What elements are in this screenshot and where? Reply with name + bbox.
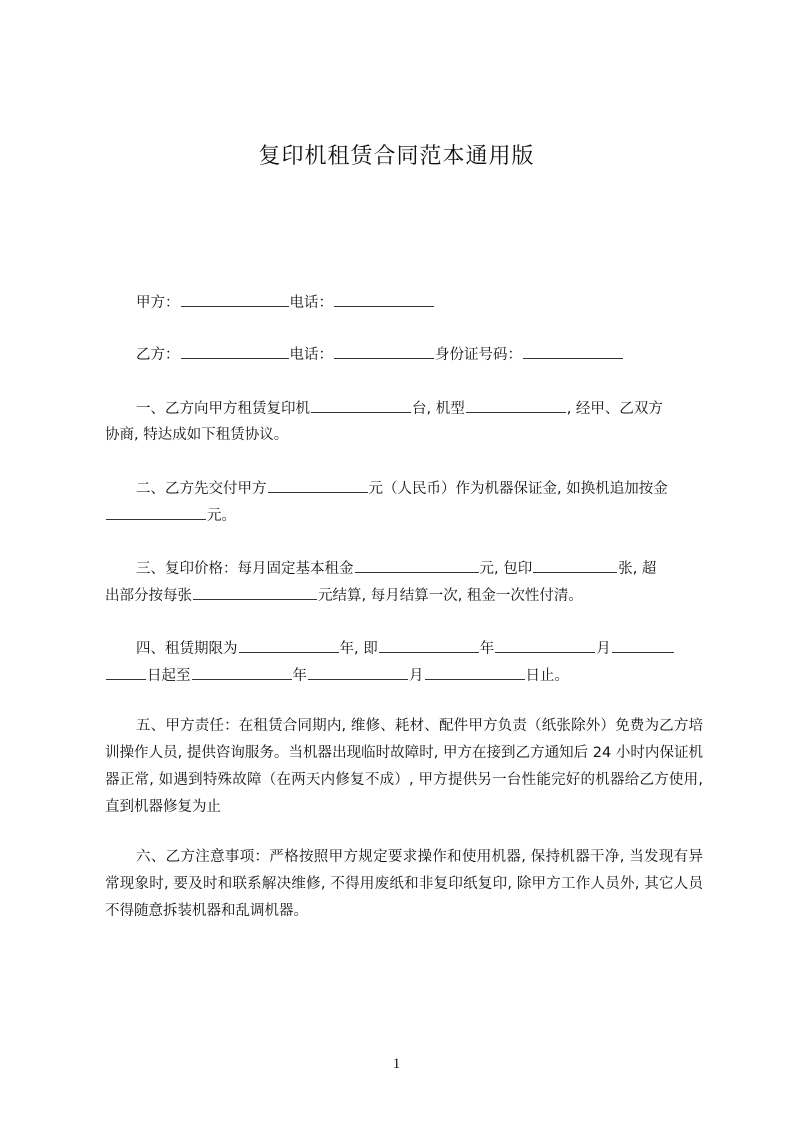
clause-4-text-c: 年 [479, 641, 495, 657]
clause-1-text-b: 台, 机型 [412, 401, 465, 417]
clause-3-text-b: 元, 包印 [479, 561, 533, 577]
clause-2-text-c: 元。 [207, 508, 236, 524]
party-a-name-blank[interactable] [181, 292, 289, 307]
clause-4-start-month-blank[interactable] [495, 638, 595, 653]
clause-4-line-2 [105, 665, 705, 686]
clause-4-text-b: 年, 即 [339, 641, 378, 657]
clause-4-text-g: 月 [409, 668, 424, 684]
page-number: 1 [392, 1056, 401, 1072]
clause-4-text-h: 日止。 [525, 668, 569, 684]
document-title: 复印机租赁合同范本通用版 [258, 144, 535, 169]
party-a-phone-blank[interactable] [334, 292, 434, 307]
clause-3-rent-blank[interactable] [355, 558, 479, 573]
clause-4-years-blank[interactable] [239, 638, 339, 653]
clause-1-text-a: 一、乙方向甲方租赁复印机 [136, 401, 310, 417]
party-b-id-label: 身份证号码： [435, 347, 522, 363]
clause-4-text-d: 月 [596, 641, 611, 657]
clause-2-text-b: 元（人民币）作为机器保证金, 如换机追加按金 [368, 481, 668, 497]
clause-2-line-2 [105, 505, 705, 526]
clause-1-line-1 [136, 398, 736, 419]
clause-4-text-a: 四、租赁期限为 [136, 641, 238, 657]
clause-3-line-2 [105, 585, 705, 606]
party-b-phone-label: 电话： [289, 347, 333, 363]
party-b-label: 乙方： [136, 347, 180, 363]
clause-3-text-e: 元结算, 每月结算一次, 租金一次性付清。 [318, 588, 583, 604]
clause-4-start-day-blank-b[interactable] [106, 665, 146, 680]
clause-4-end-day-blank[interactable] [425, 665, 525, 680]
clause-4-end-year-blank[interactable] [192, 665, 292, 680]
clause-3-text-a: 三、复印价格：每月固定基本租金 [136, 561, 354, 577]
clause-3-copies-blank[interactable] [533, 558, 617, 573]
clause-3-text-d: 出部分按每张 [105, 588, 192, 604]
clause-2-text-a: 二、乙方先交付甲方 [136, 481, 267, 497]
clause-6: 六、乙方注意事项：严格按照甲方规定要求操作和使用机器, 保持机器干净, 当发现有异常现象时, 要及时和联系解决维修, 不得用废纸和非复印纸复印, 除甲方工作人员外, 其它人员不得随意拆装机器和乱调机器。 [105, 849, 703, 919]
clause-2-additional-deposit-blank[interactable] [106, 505, 206, 520]
clause-3-line-1 [136, 558, 736, 579]
clause-1-model-blank[interactable] [466, 398, 566, 413]
clause-1-text-c: , 经甲、乙双方 [566, 401, 663, 417]
clause-4-start-day-blank-a[interactable] [612, 638, 674, 653]
party-b-line [136, 344, 736, 365]
clause-4-line-1 [136, 638, 736, 659]
clause-4-text-f: 年 [292, 668, 307, 684]
party-a-line [136, 292, 736, 313]
clause-5: 五、甲方责任：在租赁合同期内, 维修、耗材、配件甲方负责（纸张除外）免费为乙方培训操作人员, 提供咨询服务。当机器出现临时故障时, 甲方在接到乙方通知后 24 小时内保证机器正常, 如遇到特殊故障（在两天内修复不成）, 甲方提供另一台性能完好的机器给乙方使用, 直到机器修复为止 [105, 718, 703, 815]
party-b-phone-blank[interactable] [334, 344, 434, 359]
clause-3-per-page-blank[interactable] [193, 585, 317, 600]
clause-1-text-d: 协商, 特达成如下租赁协议。 [105, 427, 289, 443]
party-b-id-blank[interactable] [523, 344, 623, 359]
party-a-phone-label: 电话： [289, 295, 333, 311]
clause-4-end-month-blank[interactable] [308, 665, 408, 680]
clause-1-line-2 [105, 425, 705, 445]
party-a-label: 甲方： [136, 295, 180, 311]
clause-4-text-e: 日起至 [147, 668, 191, 684]
clause-1-quantity-blank[interactable] [311, 398, 411, 413]
party-b-name-blank[interactable] [181, 344, 289, 359]
clause-4-start-year-blank[interactable] [379, 638, 479, 653]
clause-3-text-c: 张, 超 [618, 561, 657, 577]
clause-2-line-1 [136, 478, 736, 499]
clause-2-deposit-blank[interactable] [268, 478, 368, 493]
